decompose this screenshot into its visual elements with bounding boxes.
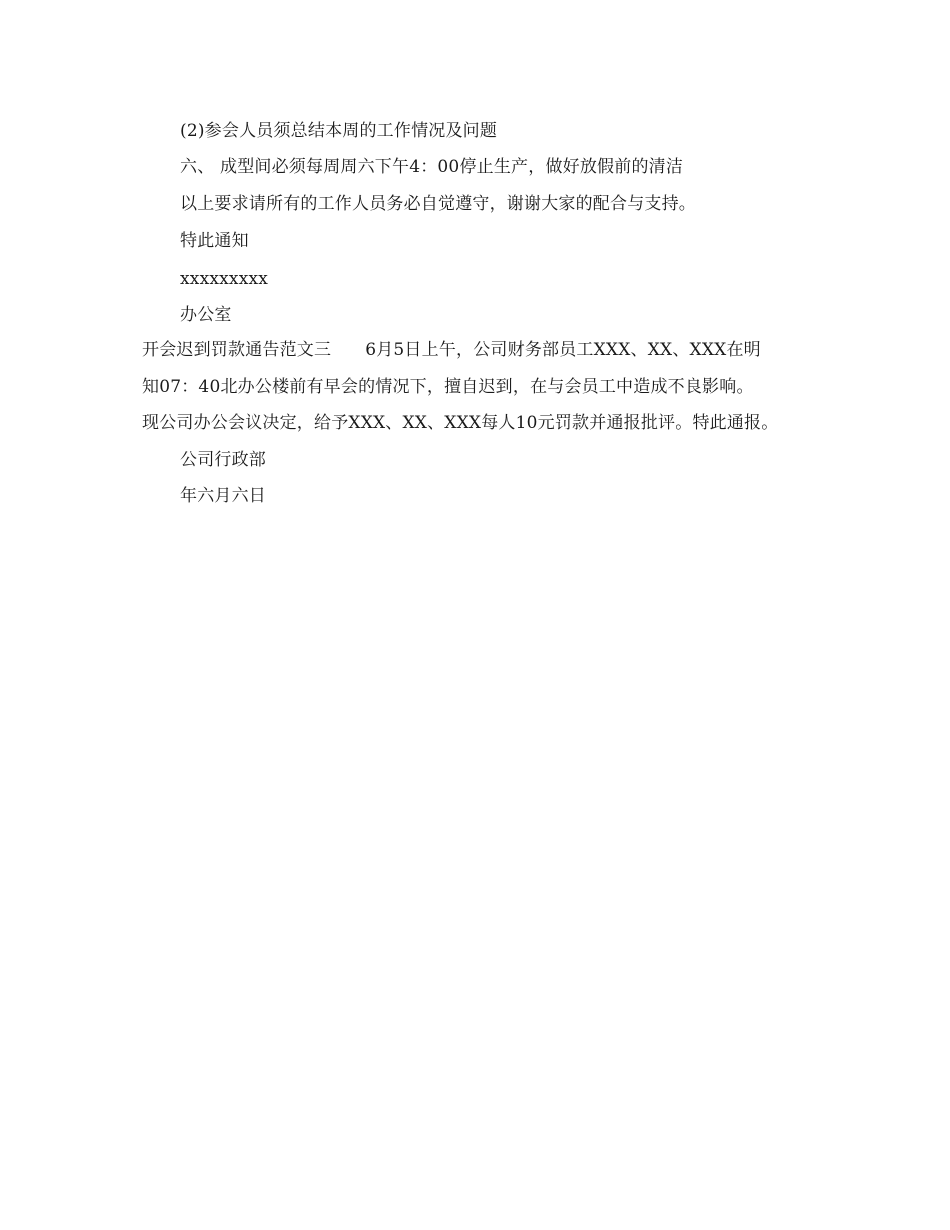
signature-department: 公司行政部 xyxy=(180,450,266,470)
notice-body-line-1 xyxy=(142,339,761,361)
notice-body-line-2: 知07：40北办公楼前有早会的情况下，擅自迟到，在与会员工中造成不良影响。 xyxy=(142,377,754,397)
agenda-item-2: (2)参会人员须总结本周的工作情况及问题 xyxy=(180,121,498,141)
notice-body-line-3: 现公司办公会议决定，给予XXX、XX、XXX每人10元罚款并通报批评。特此通报。 xyxy=(142,413,779,433)
rule-six: 六、 成型间必须每周周六下午4：00停止生产，做好放假前的清洁 xyxy=(180,157,684,177)
issuer-office: 办公室 xyxy=(180,305,232,325)
notice-closing: 特此通知 xyxy=(180,231,249,251)
notice-body-start: 6月5日上午，公司财务部员工XXX、XX、XXX在明 xyxy=(365,340,761,360)
notice-title: 开会迟到罚款通告范文三 xyxy=(142,340,332,360)
placeholder-name: xxxxxxxxx xyxy=(180,269,269,289)
compliance-request: 以上要求请所有的工作人员务必自觉遵守，谢谢大家的配合与支持。 xyxy=(180,194,696,214)
signature-date: 年六月六日 xyxy=(180,486,266,506)
